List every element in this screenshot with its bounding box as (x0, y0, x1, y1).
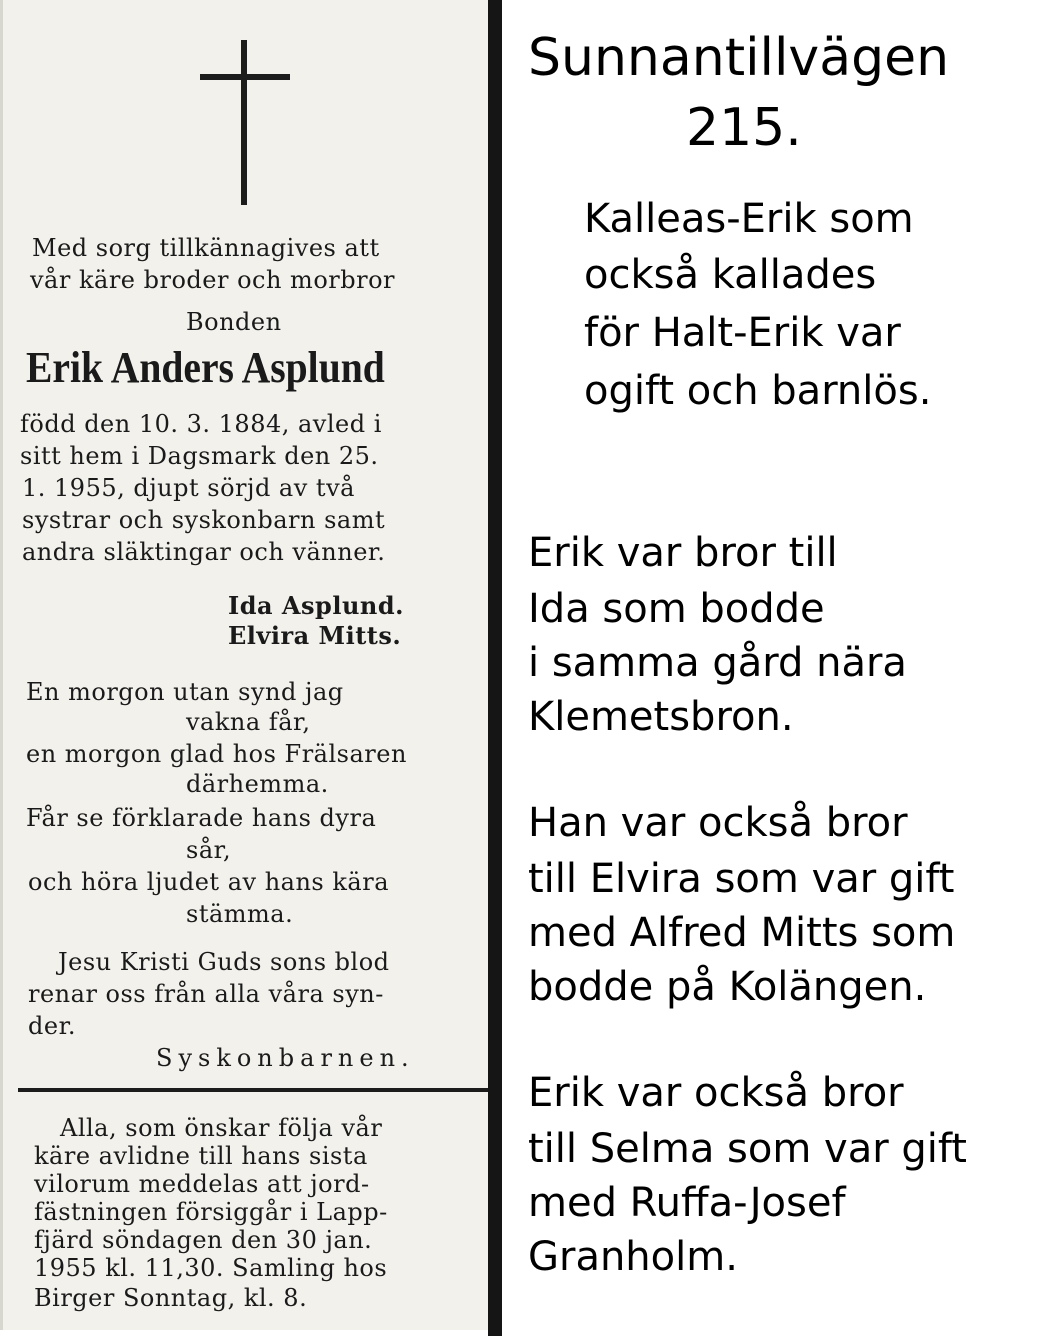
commentary-line: bodde på Kolängen. (528, 964, 927, 1010)
occupation: Bonden (186, 308, 282, 336)
verse-line: vakna får, (186, 708, 311, 736)
body-line: andra släktingar och vänner. (22, 538, 386, 566)
commentary-line: med Ruffa-Josef (528, 1180, 846, 1226)
address-number: 215. (686, 98, 802, 158)
cross-vertical-bar (241, 40, 247, 205)
commentary-line: Erik var också bror (528, 1070, 904, 1116)
body-line: systrar och syskonbarn samt (22, 506, 386, 534)
clipping-border (488, 0, 502, 1336)
commentary-line: till Selma som var gift (528, 1126, 967, 1172)
commentary-line: Granholm. (528, 1234, 738, 1280)
funeral-notice-line: vilorum meddelas att jord- (34, 1170, 370, 1198)
address-title: Sunnantillvägen (528, 28, 950, 88)
verse-line: en morgon glad hos Frälsaren (26, 740, 407, 768)
body-line: sitt hem i Dagsmark den 25. (20, 442, 379, 470)
obituary-clipping (0, 0, 492, 1330)
funeral-notice-line: Alla, som önskar följa vår (60, 1114, 383, 1142)
commentary-line: för Halt-Erik var (584, 310, 901, 356)
commentary-line: Han var också bror (528, 800, 908, 846)
commentary-line: med Alfred Mitts som (528, 910, 956, 956)
signer-name: Ida Asplund. (228, 591, 404, 620)
commentary-line: Kalleas-Erik som (584, 196, 914, 242)
scripture-line: der. (28, 1012, 77, 1040)
body-line: född den 10. 3. 1884, avled i (20, 410, 382, 438)
verse-line: och höra ljudet av hans kära (28, 868, 390, 896)
commentary-line: till Elvira som var gift (528, 856, 955, 902)
body-line: 1. 1955, djupt sörjd av två (22, 474, 355, 502)
funeral-notice-line: Birger Sonntag, kl. 8. (34, 1284, 308, 1312)
scripture-line: Jesu Kristi Guds sons blod (58, 948, 390, 976)
funeral-notice-line: käre avlidne till hans sista (34, 1142, 368, 1170)
signer-name: Elvira Mitts. (228, 621, 402, 650)
commentary-line: Klemetsbron. (528, 694, 794, 740)
funeral-notice-line: fjärd söndagen den 30 jan. (34, 1226, 373, 1254)
commentary-line: också kallades (584, 252, 877, 298)
funeral-notice-line: 1955 kl. 11,30. Samling hos (34, 1254, 388, 1282)
verse-line: sår, (186, 836, 232, 864)
deceased-name: Erik Anders Asplund (26, 343, 385, 392)
clipping-edge (0, 0, 3, 1330)
commentary-line: i samma gård nära (528, 640, 907, 686)
closing-signature: Syskonbarnen. (156, 1044, 415, 1072)
commentary-line: Ida som bodde (528, 586, 825, 632)
commentary-line: ogift och barnlös. (584, 368, 932, 414)
scripture-line: renar oss från alla våra syn- (28, 980, 384, 1008)
verse-line: Får se förklarade hans dyra (26, 804, 377, 832)
funeral-notice-line: fästningen försiggår i Lapp- (34, 1198, 388, 1226)
cross-horizontal-bar (200, 74, 290, 80)
verse-line: stämma. (186, 900, 294, 928)
intro-line: Med sorg tillkännagives att (32, 234, 380, 262)
verse-line: därhemma. (186, 770, 329, 798)
intro-line: vår käre broder och morbror (30, 266, 395, 294)
commentary-line: Erik var bror till (528, 530, 838, 576)
divider (18, 1088, 490, 1092)
verse-line: En morgon utan synd jag (26, 678, 344, 706)
